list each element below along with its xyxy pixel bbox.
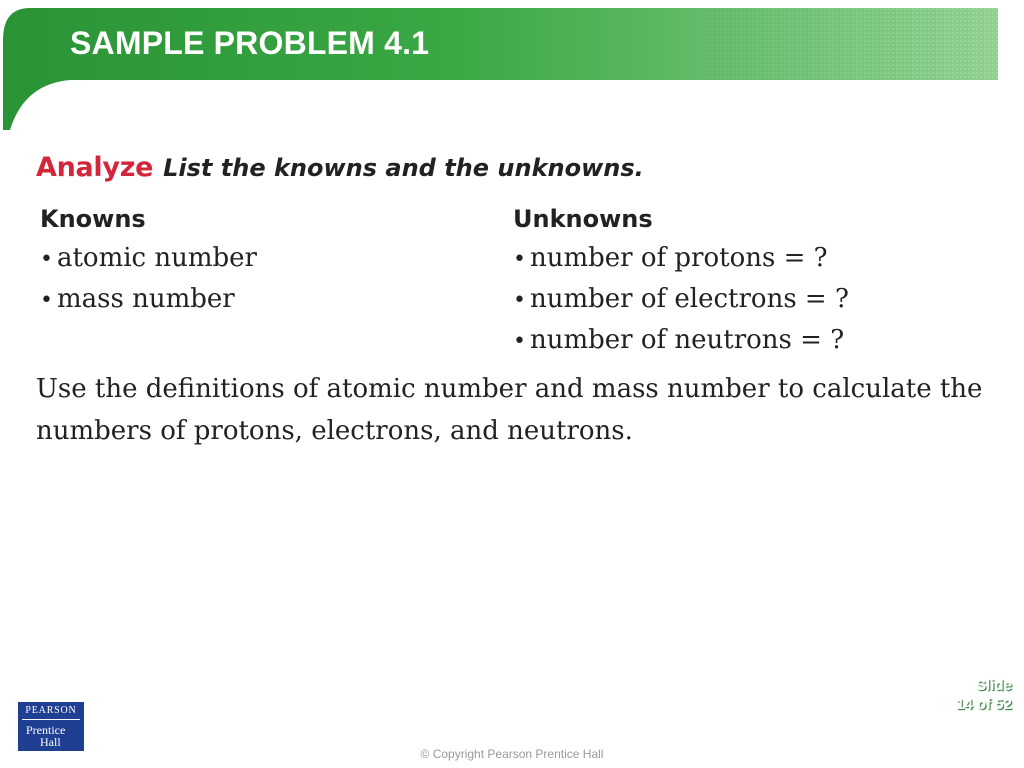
copyright-notice: © Copyright Pearson Prentice Hall (420, 747, 604, 761)
analyze-label: Analyze (36, 152, 154, 183)
analyze-instruction: List the knowns and the unknowns. (163, 154, 644, 182)
instruction-paragraph: Use the definitions of atomic number and mass number to calculate the numbers of protons, electrons, and neutrons. (36, 374, 983, 446)
bullet-icon: • (513, 288, 526, 313)
list-item (513, 238, 849, 279)
unknown-item-text: number of electrons = ? (529, 284, 849, 314)
bullet-icon: • (40, 247, 53, 272)
unknowns-column (513, 200, 849, 361)
bullet-icon: • (40, 288, 53, 313)
logo-line-2: Hall (40, 735, 61, 749)
unknowns-heading: Unknowns (513, 205, 653, 233)
bullet-icon: • (513, 247, 526, 272)
slide-counter-position: 14 of 52 (956, 696, 1012, 713)
pearson-prentice-hall-logo (18, 702, 84, 751)
logo-wordmark: PEARSON (25, 705, 77, 716)
slide-title: SAMPLE PROBLEM 4.1 (70, 25, 430, 61)
list-item (513, 320, 849, 361)
list-item (40, 279, 257, 320)
slide-counter (956, 676, 1012, 714)
knowns-list (40, 238, 257, 320)
logo-line-1: Prentice (26, 723, 66, 737)
unknowns-list (513, 238, 849, 361)
logo-divider (22, 719, 80, 720)
known-item-text: mass number (56, 284, 235, 314)
knowns-column (40, 200, 257, 320)
unknown-item-text: number of protons = ? (529, 243, 828, 273)
unknown-item-text: number of neutrons = ? (529, 325, 845, 355)
header-band (0, 0, 1024, 140)
list-item (40, 238, 257, 279)
bullet-icon: • (513, 329, 526, 354)
knowns-heading: Knowns (40, 205, 146, 233)
list-item (513, 279, 849, 320)
known-item-text: atomic number (56, 243, 257, 273)
slide-counter-label: Slide (976, 677, 1012, 694)
analyze-heading (36, 152, 644, 183)
